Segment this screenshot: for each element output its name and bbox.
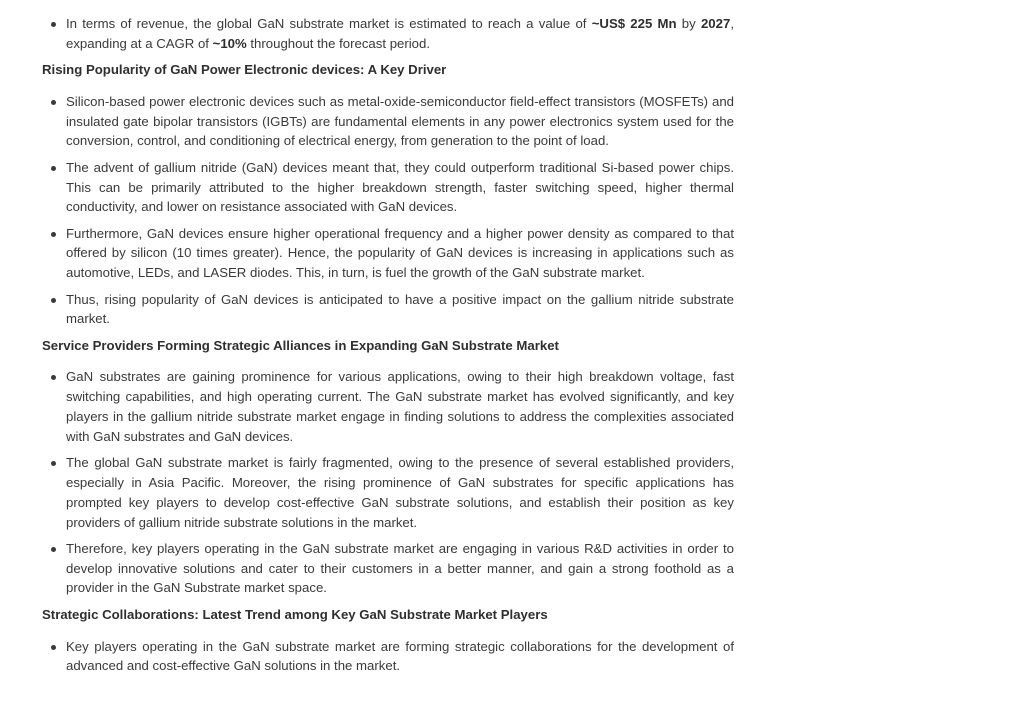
section-heading: Service Providers Forming Strategic Alliances in Expanding GaN Substrate Market [42,337,559,353]
intro-text: In terms of revenue, the global GaN substrate market is estimated to reach a value of [66,16,592,31]
list-item [42,14,734,54]
forecast-year: 2027 [700,16,731,31]
list-item: Silicon-based power electronic devices such as metal-oxide-semiconductor field-effect transistors (MOSFETs) and insulated gate bipolar transistors (IGBTs) are fundamental elements in any power electronics system used for the conversion, control, and conditioning of electrical energy, from generation to the point of load. [42,92,734,151]
list-item: GaN substrates are gaining prominence for various applications, owing to their high breakdown voltage, fast switching capabilities, and high operating current. The GaN substrate market has evolved significantly, and key players in the gallium nitride substrate market engage in finding solutions to address the complexities associated with GaN substrates and GaN devices. [42,367,734,446]
document-body [42,14,734,683]
market-value: ~US$ 225 Mn [591,16,677,31]
intro-text: , expanding at a CAGR of [66,16,734,51]
intro-text: by [676,16,701,31]
intro-text: throughout the forecast period. [246,35,431,51]
intro-list [42,14,734,54]
list-item: Therefore, key players operating in the GaN substrate market are engaging in various R&D activities in order to develop innovative solutions and cater to their customers in a better manner, and gain a strong foothold as a provider in the GaN Substrate market space. [42,539,734,598]
list-item: The global GaN substrate market is fairly fragmented, owing to the presence of several established providers, especially in Asia Pacific. Moreover, the rising prominence of GaN substrates for specific applications has prompted key players to develop cost-effective GaN substrate solutions, and establish their position as key providers of gallium nitride substrate solutions in the market. [42,453,734,532]
section-list [42,367,734,598]
section-heading: Strategic Collaborations: Latest Trend among Key GaN Substrate Market Players [42,606,548,622]
cagr-value: ~10% [212,35,247,51]
section-list [42,637,734,677]
section-list [42,92,734,329]
section-heading: Rising Popularity of GaN Power Electronic devices: A Key Driver [42,62,447,78]
list-item: Furthermore, GaN devices ensure higher operational frequency and a higher power density as compared to that offered by silicon (10 times greater). Hence, the popularity of GaN devices is increasing in applications such as automotive, LEDs, and LASER diodes. This, in turn, is fuel the growth of the GaN substrate market. [42,224,734,283]
list-item: Key players operating in the GaN substrate market are forming strategic collaborations for the development of advanced and cost-effective GaN solutions in the market. [42,637,734,677]
list-item: Thus, rising popularity of GaN devices is anticipated to have a positive impact on the gallium nitride substrate market. [42,290,734,330]
list-item: The advent of gallium nitride (GaN) devices meant that, they could outperform traditional Si-based power chips. This can be primarily attributed to the higher breakdown strength, faster switching speed, higher thermal conductivity, and lower on resistance associated with GaN devices. [42,158,734,217]
